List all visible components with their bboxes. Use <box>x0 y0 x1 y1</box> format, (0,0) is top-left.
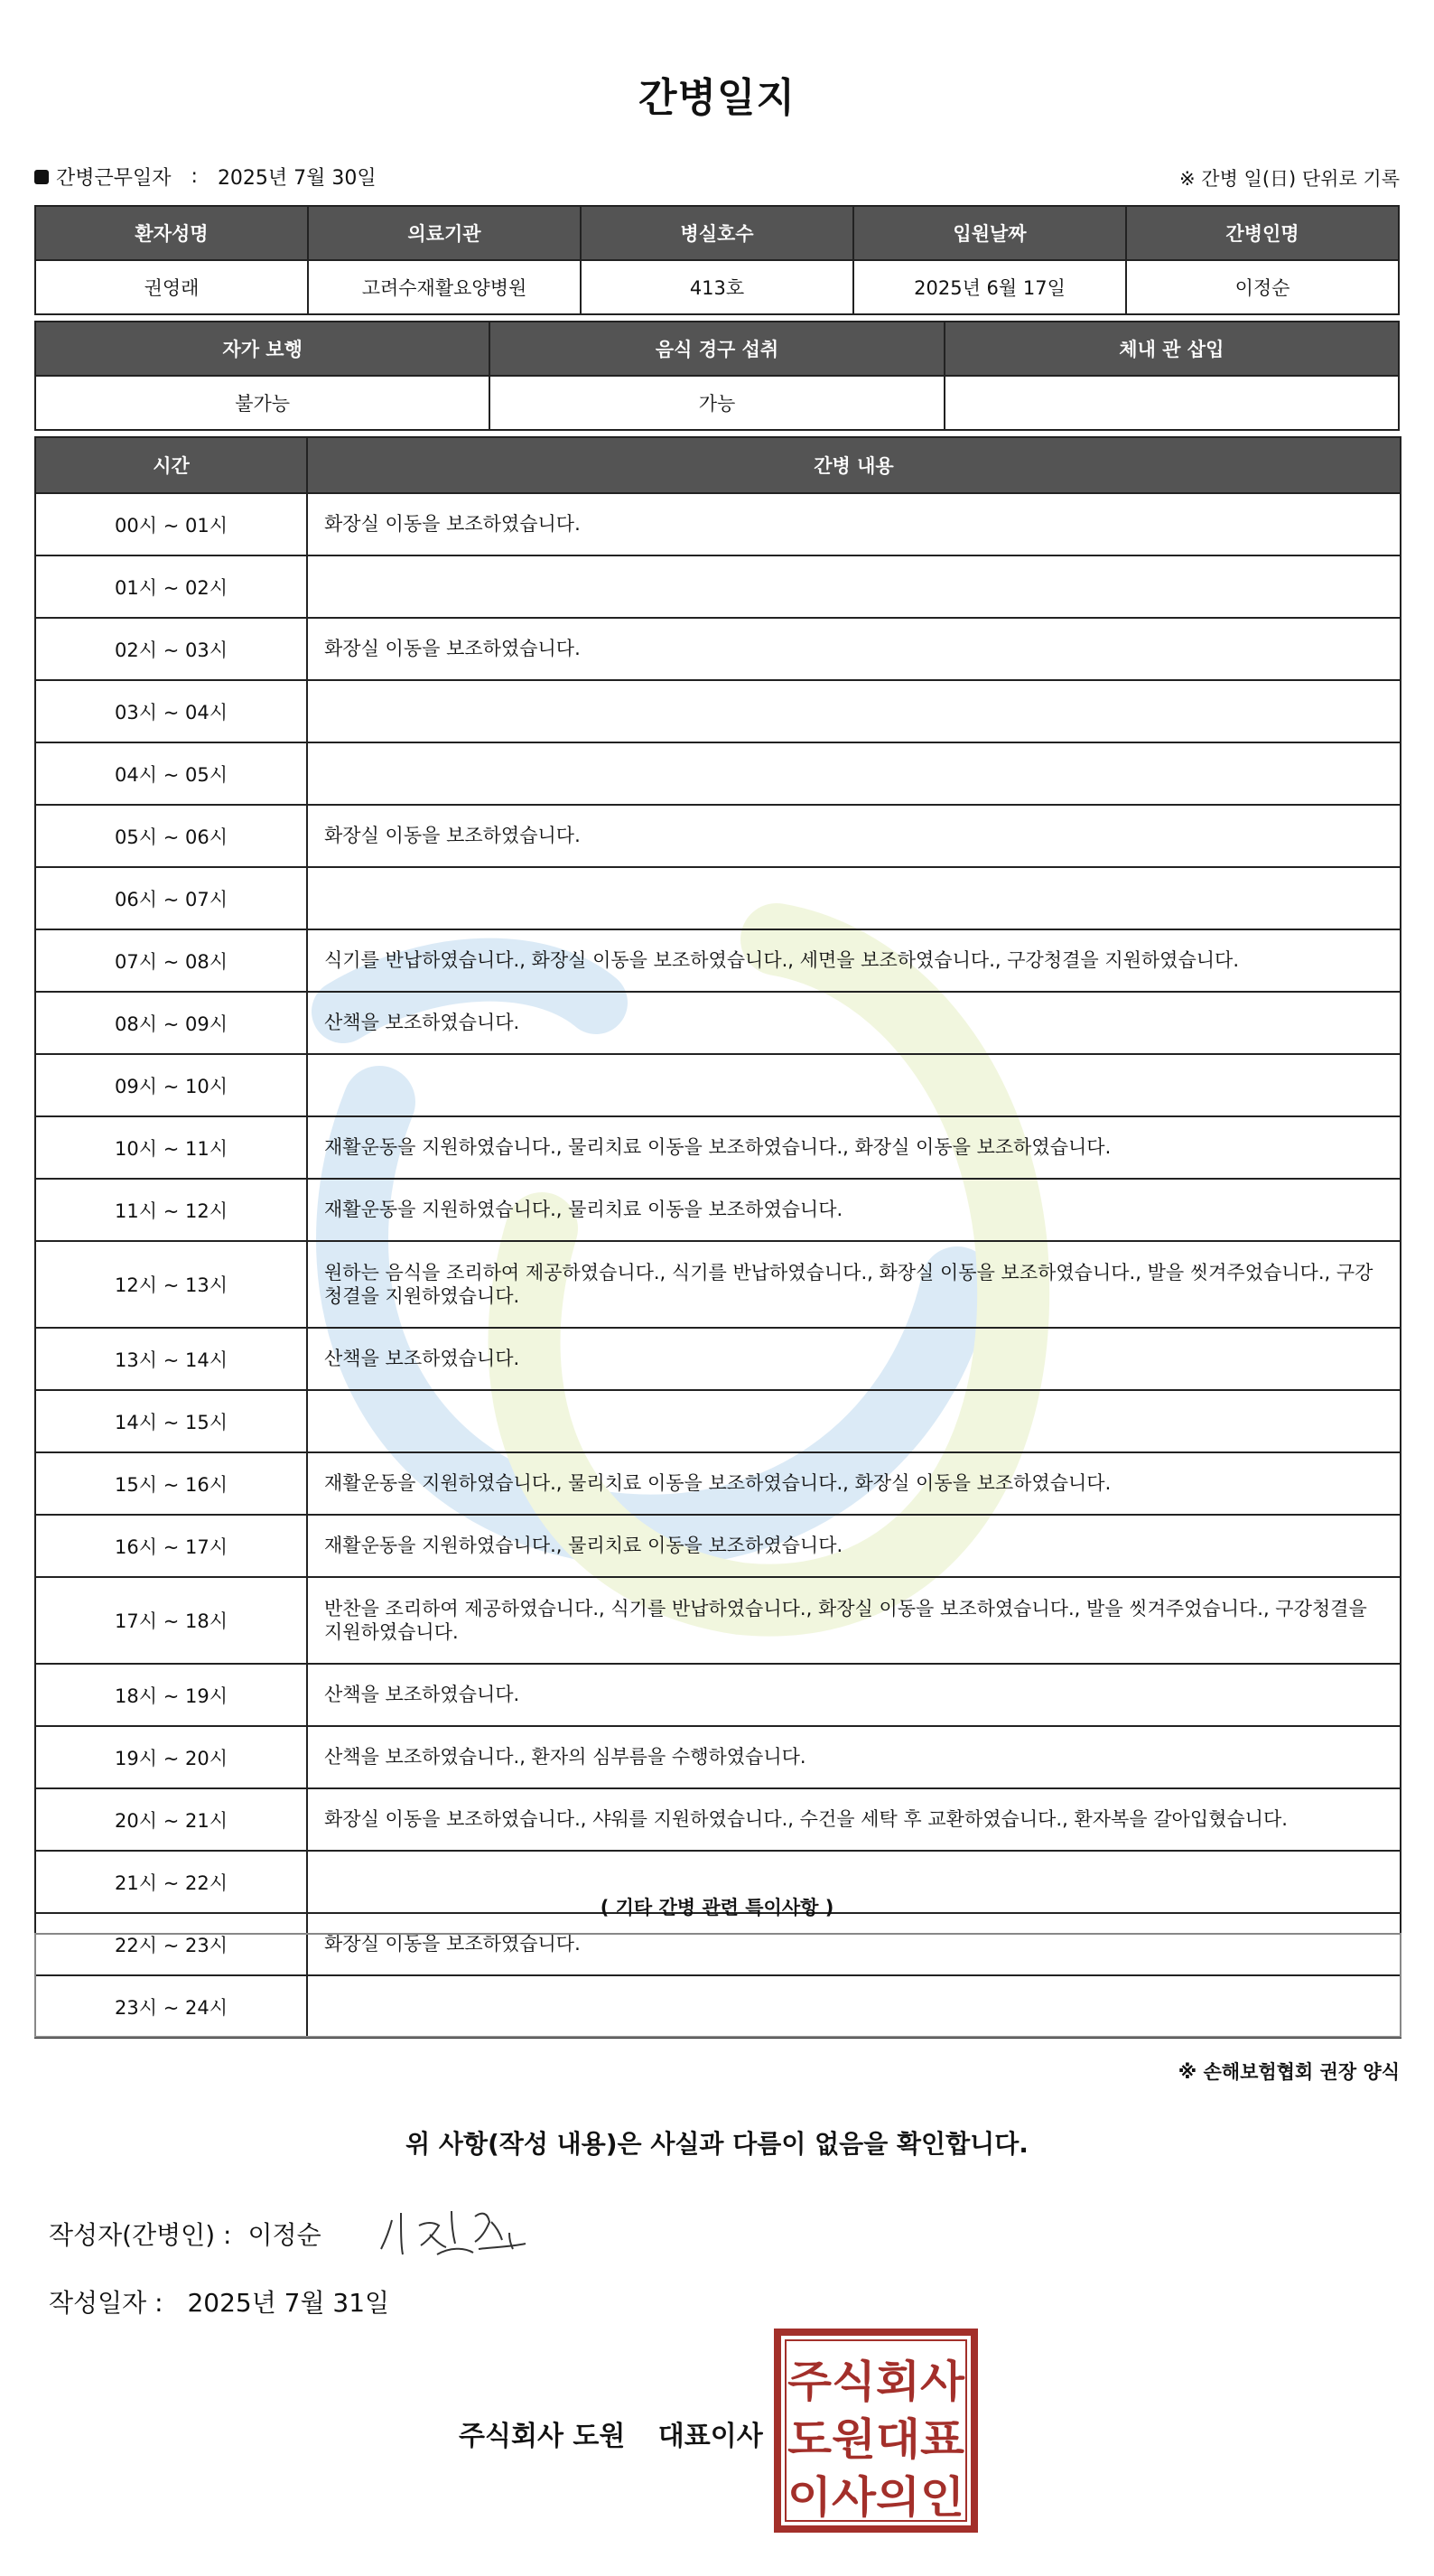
admission-date: 2025년 6월 17일 <box>853 260 1126 314</box>
header-caregiver-name: 간병인명 <box>1126 206 1399 260</box>
time-slot: 08시 ~ 09시 <box>35 992 307 1054</box>
seal-text-line-1: 주식회사 <box>787 2357 965 2407</box>
table-row <box>35 867 1401 929</box>
time-slot: 15시 ~ 16시 <box>35 1452 307 1515</box>
table-row <box>35 1788 1401 1851</box>
table-row <box>35 992 1401 1054</box>
table-row <box>35 1241 1401 1328</box>
hospital-name: 고려수재활요양병원 <box>308 260 581 314</box>
header-self-walking: 자가 보행 <box>35 322 489 376</box>
header-admission-date: 입원날짜 <box>853 206 1126 260</box>
table-row <box>35 1179 1401 1241</box>
company-representative: 대표이사 <box>657 2421 763 2452</box>
time-slot: 04시 ~ 05시 <box>35 742 307 805</box>
time-slot: 19시 ~ 20시 <box>35 1726 307 1788</box>
table-row <box>35 805 1401 867</box>
table-row <box>35 618 1401 680</box>
care-log-table <box>34 436 1401 2039</box>
other-notes-box <box>34 1933 1401 2038</box>
table-row <box>35 1452 1401 1515</box>
care-content-cell: 화장실 이동을 보조하였습니다. <box>307 805 1401 867</box>
care-content-cell: 재활운동을 지원하였습니다., 물리치료 이동을 보조하였습니다., 화장실 이동을 보조하였습니다. <box>307 1116 1401 1179</box>
table-row <box>35 742 1401 805</box>
work-date-line <box>34 163 377 191</box>
care-content-cell: 산책을 보조하였습니다., 환자의 심부름을 수행하였습니다. <box>307 1726 1401 1788</box>
header-patient-name: 환자성명 <box>35 206 308 260</box>
company-line <box>459 2413 763 2453</box>
handwritten-signature <box>374 2195 536 2267</box>
care-content-cell <box>307 1054 1401 1116</box>
care-content-cell: 화장실 이동을 보조하였습니다. <box>307 493 1401 555</box>
table-row <box>35 680 1401 742</box>
company-seal-stamp <box>773 2328 979 2534</box>
time-slot: 16시 ~ 17시 <box>35 1515 307 1577</box>
time-slot: 09시 ~ 10시 <box>35 1054 307 1116</box>
header-hospital: 의료기관 <box>308 206 581 260</box>
header-tube-insertion: 체내 관 삽입 <box>945 322 1399 376</box>
confirmation-statement: 위 사항(작성 내용)은 사실과 다름이 없음을 확인합니다. <box>405 2129 1029 2159</box>
care-content-cell: 반찬을 조리하여 제공하였습니다., 식기를 반납하였습니다., 화장실 이동을 보조하였습니다., 발을 씻겨주었습니다., 구강청결을 지원하였습니다. <box>307 1577 1401 1664</box>
table-row <box>35 1328 1401 1390</box>
care-content-cell: 산책을 보조하였습니다. <box>307 992 1401 1054</box>
header-time: 시간 <box>35 437 307 493</box>
caregiver-name: 이정순 <box>1126 260 1399 314</box>
table-row <box>35 1577 1401 1664</box>
writer-line <box>49 2216 321 2252</box>
care-content-cell: 재활운동을 지원하였습니다., 물리치료 이동을 보조하였습니다. <box>307 1179 1401 1241</box>
writer-label: 작성자(간병인) : <box>49 2220 232 2250</box>
written-date-value: 2025년 7월 31일 <box>187 2288 390 2318</box>
patient-info-table <box>34 205 1400 315</box>
patient-name: 권영래 <box>35 260 308 314</box>
care-content-cell <box>307 867 1401 929</box>
seal-text-line-3: 이사의인 <box>787 2472 964 2523</box>
time-slot: 05시 ~ 06시 <box>35 805 307 867</box>
time-slot: 10시 ~ 11시 <box>35 1116 307 1179</box>
time-slot: 22시 ~ 23시 <box>35 1913 307 1975</box>
table-row <box>35 1726 1401 1788</box>
time-slot: 03시 ~ 04시 <box>35 680 307 742</box>
oral-intake-value: 가능 <box>489 376 944 430</box>
written-date-label: 작성일자 : <box>49 2288 163 2318</box>
writer-name: 이정순 <box>247 2220 321 2250</box>
bullet-square-icon <box>34 170 49 184</box>
work-date-label: 간병근무일자 <box>56 167 172 190</box>
company-name: 주식회사 도원 <box>459 2421 626 2452</box>
record-unit-note: ※ 간병 일(日) 단위로 기록 <box>1179 168 1400 190</box>
time-slot: 20시 ~ 21시 <box>35 1788 307 1851</box>
care-content-cell: 화장실 이동을 보조하였습니다. <box>307 618 1401 680</box>
care-content-cell: 화장실 이동을 보조하였습니다., 샤워를 지원하였습니다., 수건을 세탁 후 교환하였습니다., 환자복을 갈아입혔습니다. <box>307 1788 1401 1851</box>
care-content-cell <box>307 1390 1401 1452</box>
time-slot: 06시 ~ 07시 <box>35 867 307 929</box>
time-slot: 14시 ~ 15시 <box>35 1390 307 1452</box>
care-content-cell: 재활운동을 지원하였습니다., 물리치료 이동을 보조하였습니다. <box>307 1515 1401 1577</box>
table-row <box>35 555 1401 618</box>
table-row <box>35 1390 1401 1452</box>
patient-status-table <box>34 321 1400 431</box>
table-row <box>35 493 1401 555</box>
work-date-separator: : <box>191 165 198 188</box>
care-content-cell: 산책을 보조하였습니다. <box>307 1328 1401 1390</box>
header-oral-intake: 음식 경구 섭취 <box>489 322 944 376</box>
insurance-note: ※ 손해보험협회 권장 양식 <box>1178 2061 1400 2083</box>
table-row <box>35 929 1401 992</box>
time-slot: 17시 ~ 18시 <box>35 1577 307 1664</box>
care-content-cell: 재활운동을 지원하였습니다., 물리치료 이동을 보조하였습니다., 화장실 이동을 보조하였습니다. <box>307 1452 1401 1515</box>
care-content-cell: 화장실 이동을 보조하였습니다. <box>307 1913 1401 1975</box>
written-date-line <box>49 2283 389 2319</box>
care-content-cell: 원하는 음식을 조리하여 제공하였습니다., 식기를 반납하였습니다., 화장실 이동을 보조하였습니다., 발을 씻겨주었습니다., 구강청결을 지원하였습니다. <box>307 1241 1401 1328</box>
header-room-number: 병실호수 <box>581 206 853 260</box>
care-content-cell <box>307 680 1401 742</box>
table-row <box>35 1116 1401 1179</box>
tube-insertion-value <box>945 376 1399 430</box>
table-row <box>35 1515 1401 1577</box>
time-slot: 02시 ~ 03시 <box>35 618 307 680</box>
time-slot: 18시 ~ 19시 <box>35 1664 307 1726</box>
care-content-cell: 산책을 보조하였습니다. <box>307 1664 1401 1726</box>
time-slot: 21시 ~ 22시 <box>35 1851 307 1913</box>
header-care-content: 간병 내용 <box>307 437 1401 493</box>
other-notes-title: ( 기타 간병 관련 특이사항 ) <box>600 1897 834 1918</box>
time-slot: 12시 ~ 13시 <box>35 1241 307 1328</box>
table-row <box>35 1664 1401 1726</box>
seal-text-line-2: 도원대표 <box>787 2414 965 2465</box>
time-slot: 11시 ~ 12시 <box>35 1179 307 1241</box>
document-title: 간병일지 <box>638 75 796 121</box>
room-number: 413호 <box>581 260 853 314</box>
time-slot: 01시 ~ 02시 <box>35 555 307 618</box>
care-content-cell: 식기를 반납하였습니다., 화장실 이동을 보조하였습니다., 세면을 보조하였습니다., 구강청결을 지원하였습니다. <box>307 929 1401 992</box>
time-slot: 13시 ~ 14시 <box>35 1328 307 1390</box>
table-row <box>35 1054 1401 1116</box>
time-slot: 23시 ~ 24시 <box>35 1975 307 2038</box>
self-walking-value: 불가능 <box>35 376 489 430</box>
care-content-cell <box>307 742 1401 805</box>
work-date-value: 2025년 7월 30일 <box>217 167 377 190</box>
care-content-cell <box>307 555 1401 618</box>
time-slot: 00시 ~ 01시 <box>35 493 307 555</box>
time-slot: 07시 ~ 08시 <box>35 929 307 992</box>
